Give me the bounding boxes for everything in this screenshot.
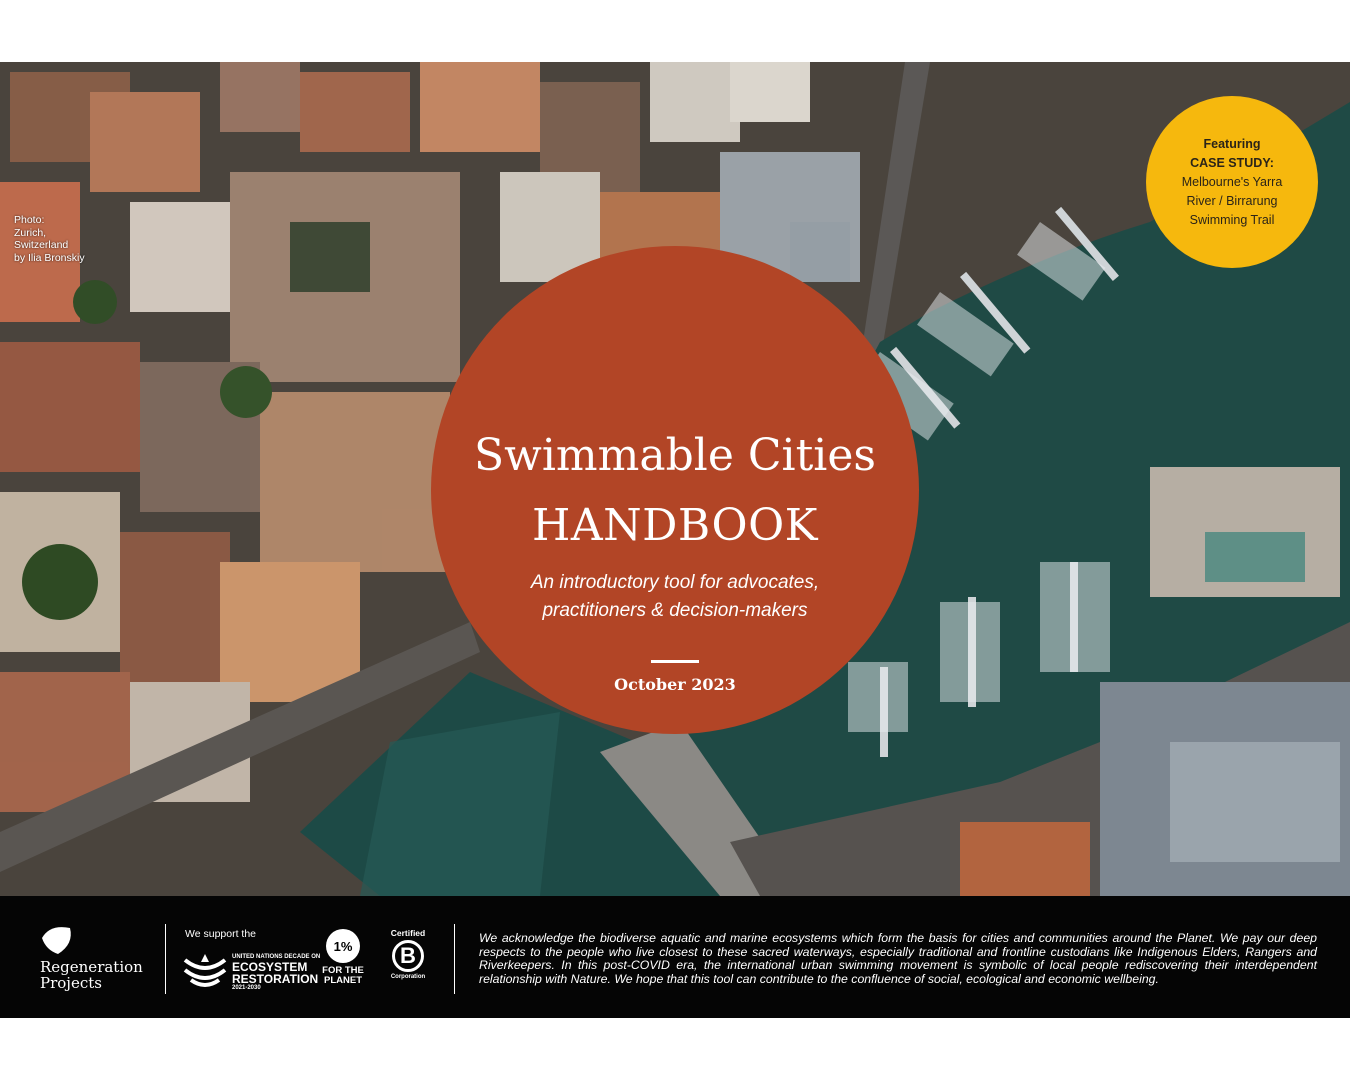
title-line-1: Swimmable Cities: [474, 430, 876, 481]
photo-credit-line: by Ilia Bronskiy: [14, 251, 85, 264]
subtitle: [431, 569, 919, 625]
footer-divider: [454, 924, 455, 994]
badge-text: River / Birrarung: [1186, 193, 1278, 208]
photo-credit-line: Zurich,: [14, 226, 47, 239]
leaf-logo-icon: [40, 924, 74, 954]
b-corp-logo: [388, 928, 428, 980]
publication-date: October 2023: [614, 675, 736, 694]
title-divider: [651, 660, 699, 663]
one-percent-icon: 1%: [326, 929, 360, 963]
regeneration-projects-logo: [40, 924, 143, 991]
b-corp-icon: B: [392, 940, 424, 972]
ecosystem-restoration-icon: [183, 954, 227, 990]
footer-divider: [165, 924, 166, 994]
acknowledgement-text: We acknowledge the biodiverse aquatic and marine ecosystems which form the basis for cities and communities around the Planet. We pay our deep respects to the people who live closest to these sacred waterways, especially traditional and frontline custodians like Indigenous Elders, Rangers and Riverkeepers. In this post-COVID era, the international urban swimming movement is symbolic of local people rediscovering their interdependent relationship with Nature. We hope that this tool can contribute to the confluence of social, ecological and economic wellbeing.: [479, 931, 1317, 986]
photo-credit-line: Switzerland: [14, 239, 69, 251]
badge-case-study: CASE STUDY:: [1190, 155, 1274, 170]
org-name-line-2: Projects: [40, 974, 102, 992]
org-name-line-1: Regeneration: [40, 958, 143, 976]
title-circle: [431, 246, 919, 734]
eco-small-text: UNITED NATIONS DECADE ON: [232, 954, 321, 960]
title-line-2: HANDBOOK: [531, 500, 819, 551]
subtitle-line-1: An introductory tool for advocates,: [530, 572, 820, 593]
badge-text: Swimming Trail: [1189, 212, 1275, 227]
badge-featuring: Featuring: [1203, 136, 1261, 151]
case-study-badge: [1146, 96, 1318, 268]
ftp-line-1: FOR THE: [322, 965, 364, 976]
ecosystem-restoration-label: [232, 954, 320, 992]
subtitle-line-2: practitioners & decision-makers: [542, 600, 808, 621]
ftp-line-2: PLANET: [324, 974, 362, 986]
eco-line-2: RESTORATION: [232, 972, 319, 986]
bcorp-certified: Certified: [390, 928, 426, 938]
bcorp-corporation: Corporation: [390, 974, 426, 980]
support-label: We support the: [185, 928, 257, 940]
badge-text: Melbourne's Yarra: [1181, 174, 1283, 189]
footer-bar: [0, 896, 1350, 1018]
one-percent-for-the-planet-logo: [318, 929, 368, 985]
eco-line-1: ECOSYSTEM: [232, 960, 308, 974]
photo-credit: [14, 214, 85, 264]
photo-credit-line: Photo:: [14, 214, 45, 226]
eco-years: 2021-2030: [232, 985, 261, 991]
